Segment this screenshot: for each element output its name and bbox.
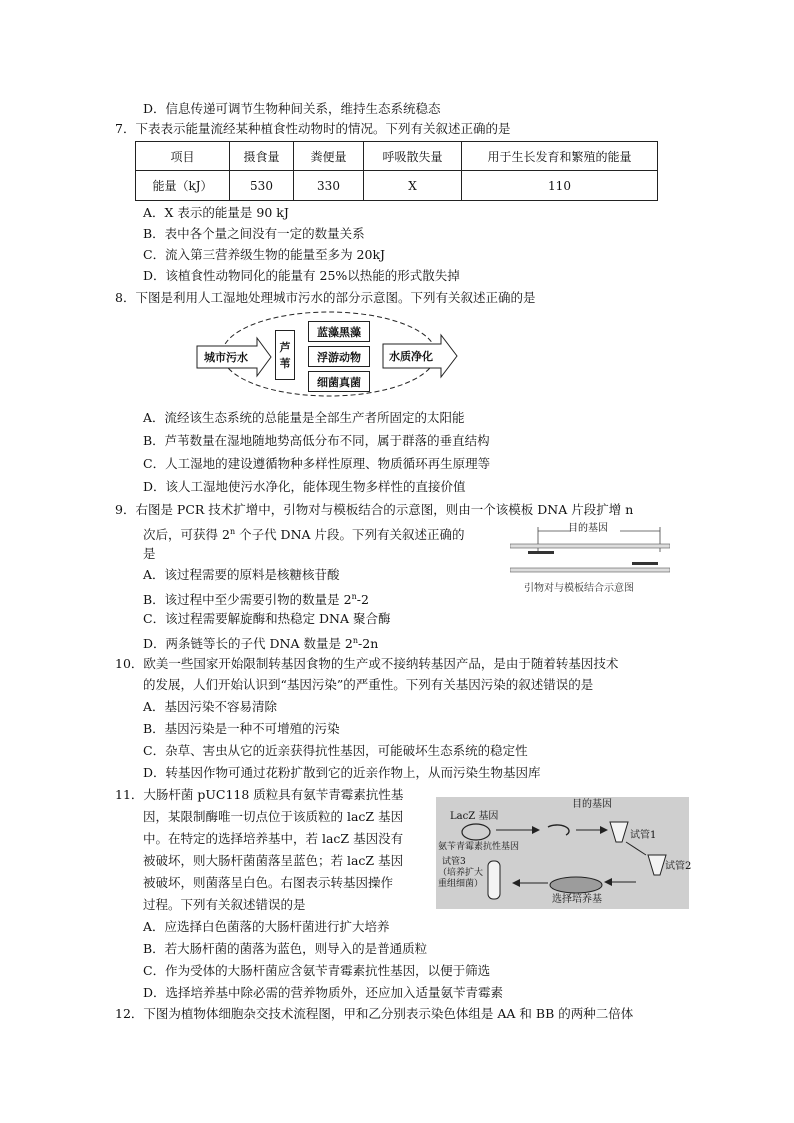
tube1-icon	[610, 822, 628, 842]
q11-stem-line1: 11．大肠杆菌 pUC118 质粒具有氨苄青霉素抗性基	[115, 787, 404, 802]
tube1-label: 试管1	[630, 830, 657, 841]
table-header: 粪便量	[294, 142, 364, 171]
energy-table	[135, 141, 658, 201]
q11-option-b: B．若大肠杆菌的菌落为蓝色，则导入的是普通质粒	[143, 941, 428, 956]
q8-stem: 8．下图是利用人工湿地处理城市污水的部分示意图。下列有关叙述正确的是	[115, 290, 536, 305]
table-cell: 330	[294, 171, 364, 201]
input-label: 城市污水	[204, 351, 248, 364]
q9-option-d-exponent: n	[352, 636, 359, 645]
q11-option-c: C．作为受体的大肠杆菌应含氨苄青霉素抗性基因，以便于筛选	[143, 963, 491, 978]
q9-option-b	[143, 589, 369, 608]
arrow-to-tube2	[626, 842, 646, 855]
primer-left	[528, 551, 554, 554]
table-header: 用于生长发育和繁殖的能量	[462, 142, 658, 171]
q7-option-d: D．该植食性动物同化的能量有 25%以热能的形式散失掉	[143, 268, 460, 283]
table-cell: 530	[230, 171, 294, 201]
q9-option-d-text: D．两条链等长的子代 DNA 数量是 2	[143, 636, 353, 652]
arrow-head-4	[512, 879, 520, 887]
reed-box	[275, 330, 295, 380]
output-label: 水质净化	[389, 350, 433, 363]
q11-stem-line2: 因，某限制酶唯一切点位于该质粒的 lacZ 基因	[143, 809, 404, 824]
tube2-icon	[648, 855, 666, 875]
q9-stem-line1: 9．右图是 PCR 技术扩增中，引物对与模板结合的示意图，则由一个该模板 DNA 片段扩增 n	[115, 502, 634, 517]
q10-option-c: C．杂草、害虫从它的近亲获得抗性基因，可能破坏生态系统的稳定性	[143, 743, 528, 758]
tube2-label: 试管2	[665, 861, 692, 872]
table-row	[136, 171, 658, 201]
q7-stem: 7．下表表示能量流经某种植食性动物时的情况。下列有关叙述正确的是	[115, 121, 511, 136]
template-strand-bottom	[510, 568, 670, 572]
pcr-figure	[510, 522, 670, 600]
q10-stem-line2: 的发展，人们开始认识到“基因污染”的严重性。下列有关基因污染的叙述错误的是	[143, 677, 594, 692]
q9-option-a: A．该过程需要的原料是核糖核苷酸	[143, 567, 340, 582]
q9-stem-text-b: 个子代 DNA 片段。下列有关叙述正确的	[235, 527, 465, 543]
q9-exponent-n: n	[229, 527, 236, 536]
q8-option-d: D．该人工湿地使污水净化，能体现生物多样性的直接价值	[143, 479, 466, 494]
q9-stem-text-a: 次后，可获得 2	[143, 527, 230, 543]
cut-plasmid	[548, 825, 569, 835]
q11-stem-line5: 被破坏，则菌落呈白色。右图表示转基因操作	[143, 875, 394, 890]
q9-option-b-exponent: n	[351, 592, 357, 601]
template-strand-top	[510, 544, 670, 548]
q11-stem-line4: 被破坏，则大肠杆菌菌落呈蓝色；若 lacZ 基因	[143, 853, 404, 868]
q11-stem-line6: 过程。下列有关叙述错误的是	[143, 897, 306, 912]
tube3-note-1: （培养扩大	[438, 868, 484, 878]
table-header: 项目	[136, 142, 230, 171]
q7-option-b: B．表中各个量之间没有一定的数量关系	[143, 226, 365, 241]
q11-stem-line3: 中。在特定的选择培养基中，若 lacZ 基因没有	[143, 831, 404, 846]
q7-option-a: A．X 表示的能量是 90 kJ	[143, 205, 289, 220]
medium-label: 选择培养基	[552, 894, 602, 905]
arrow-head-1	[532, 826, 540, 834]
table-header: 呼吸散失量	[364, 142, 462, 171]
table-cell: 能量（kJ）	[136, 171, 230, 201]
q8-option-c: C．人工湿地的建设遵循物种多样性原理、物质循环再生原理等	[143, 456, 491, 471]
primer-right	[632, 562, 658, 565]
q6-option-d: D．信息传递可调节生物种间关系，维持生态系统稳态	[143, 101, 441, 116]
q10-option-d: D．转基因作物可通过花粉扩散到它的近亲作物上，从而污染生物基因库	[143, 765, 541, 780]
tube3-icon	[488, 861, 500, 899]
q11-option-d: D．选择培养基中除必需的营养物质外，还应加入适量氨苄青霉素	[143, 985, 504, 1000]
target-gene-label: 目的基因	[572, 799, 612, 810]
ampr-label: 氨苄青霉素抗性基因	[438, 842, 520, 852]
q10-option-a: A．基因污染不容易清除	[143, 699, 278, 714]
arrow-head-3	[604, 878, 612, 886]
reed-char-1: 芦	[279, 341, 291, 354]
organism-box-3: 细菌真菌	[308, 371, 370, 392]
tube3-note-2: 重组细菌）	[438, 879, 484, 889]
transformation-figure	[436, 797, 692, 909]
q7-option-c: C．流入第三营养级生物的能量至多为 20kJ	[143, 247, 386, 262]
q8-option-a: A．流经该生态系统的总能量是全部生产者所固定的太阳能	[143, 410, 465, 425]
lacz-label: LacZ 基因	[450, 811, 499, 822]
wetland-diagram	[195, 308, 460, 398]
q9-option-b-tail: -2	[356, 592, 369, 608]
q9-stem-line3: 是	[143, 546, 156, 561]
organism-box-1: 蓝藻黑藻	[308, 321, 370, 342]
q9-option-d-tail: -2n	[358, 636, 379, 652]
pcr-caption: 引物对与模板结合示意图	[524, 583, 634, 594]
q9-option-c: C．该过程需要解旋酶和热稳定 DNA 聚合酶	[143, 611, 391, 626]
q9-option-d	[143, 633, 378, 652]
reed-char-2: 苇	[279, 357, 291, 370]
arrow-head-2	[600, 826, 608, 834]
table-cell: 110	[462, 171, 658, 201]
tube3-label: 试管3	[442, 857, 466, 867]
q12-stem: 12．下图为植物体细胞杂交技术流程图，甲和乙分别表示染色体组是 AA 和 BB 的两种二倍体	[115, 1006, 634, 1021]
q10-option-b: B．基因污染是一种不可增殖的污染	[143, 721, 340, 736]
q9-option-b-text: B．该过程中至少需要引物的数量是 2	[143, 592, 352, 608]
culture-plate-icon	[550, 877, 602, 893]
table-header: 摄食量	[230, 142, 294, 171]
q9-stem-line2	[143, 524, 465, 543]
organism-box-2: 浮游动物	[308, 346, 370, 367]
plasmid-circle	[462, 824, 490, 840]
table-header-row	[136, 142, 658, 171]
q11-option-a: A．应选择白色菌落的大肠杆菌进行扩大培养	[143, 919, 390, 934]
q10-stem-line1: 10．欧美一些国家开始限制转基因食物的生产或不接纳转基因产品，是由于随着转基因技术	[115, 656, 619, 671]
pcr-target-label: 目的基因	[568, 523, 608, 534]
q8-option-b: B．芦苇数量在湿地随地势高低分布不同，属于群落的垂直结构	[143, 433, 490, 448]
table-cell: X	[364, 171, 462, 201]
